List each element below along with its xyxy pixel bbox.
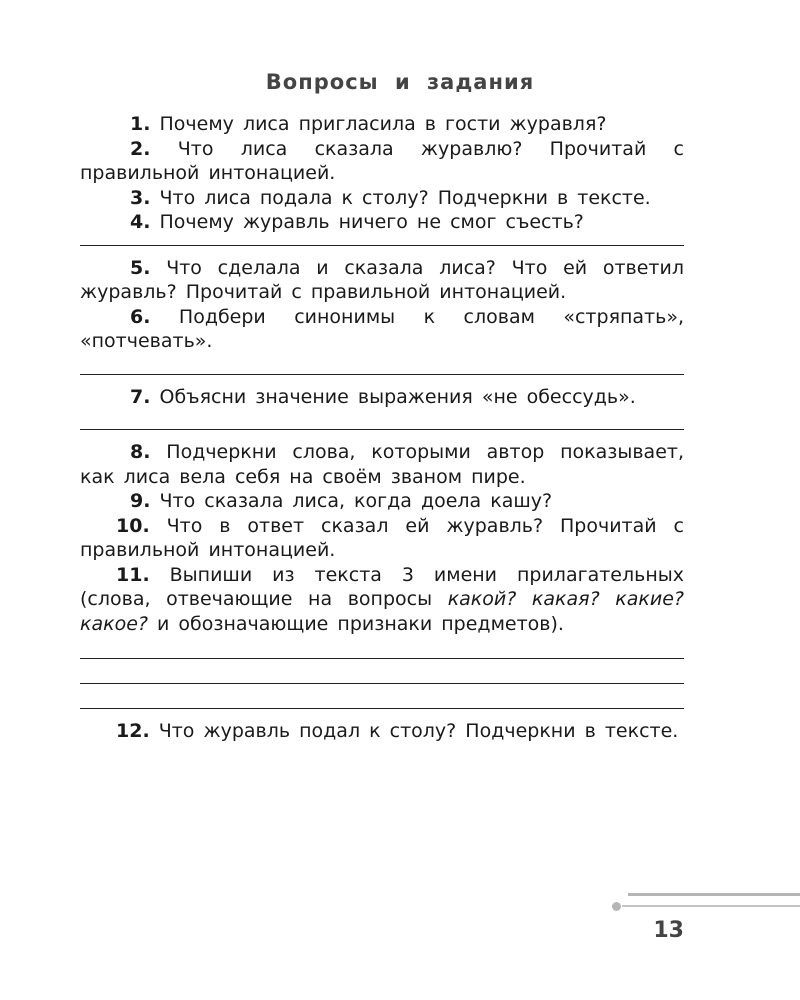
question-text: Что сказала лиса, когда доела кашу? (159, 490, 553, 512)
question-8 (80, 440, 684, 489)
question-text: Что лиса подала к столу? Подчеркни в тексте. (159, 186, 651, 209)
question-text: Выпиши из текста 3 имени прилагательных (слова, отвечающие на вопросы (80, 563, 684, 610)
answer-line (80, 708, 684, 709)
page-title: Вопросы и задания (265, 70, 535, 94)
page-number: 13 (653, 918, 684, 943)
answer-line (80, 683, 684, 684)
question-text: Что лиса сказала журавлю? Прочитай с правильной интонацией. (80, 137, 684, 184)
question-number: 1. (130, 113, 151, 135)
answer-line (80, 429, 684, 430)
footer-decor-dot (612, 902, 621, 911)
question-number: 12. (116, 720, 150, 742)
question-number: 5. (130, 256, 151, 279)
footer-decor-line (622, 905, 800, 907)
answer-line (80, 658, 684, 659)
question-2 (80, 137, 684, 186)
footer-decor-line (628, 893, 800, 896)
question-number: 3. (130, 186, 151, 209)
question-1 (80, 112, 684, 137)
question-10 (80, 514, 684, 563)
question-text-italic: какой? какая? какие? какое? (80, 588, 684, 635)
question-number: 8. (130, 441, 151, 463)
question-text: Что в ответ сказал ей журавль? Прочитай с правильной интонацией. (80, 514, 685, 561)
question-3 (80, 186, 684, 211)
question-5 (80, 256, 684, 305)
question-number: 2. (130, 137, 151, 160)
question-number: 7. (130, 385, 151, 408)
question-number: 4. (130, 211, 151, 233)
question-text: Объясни значение выражения «не обессудь». (159, 385, 636, 408)
question-text: Подчеркни слова, которыми автор показывает, как лиса вела себя на своём званом пире. (80, 441, 684, 488)
question-11 (80, 563, 684, 637)
question-6 (80, 305, 684, 354)
question-text-end: и обозначающие признаки предметов). (148, 612, 564, 635)
question-7 (80, 385, 684, 410)
question-text: Подбери синонимы к словам «стряпать», «потчевать». (80, 305, 684, 352)
question-text: Что сделала и сказала лиса? Что ей ответил журавль? Прочитай с правильной интонацией. (80, 256, 684, 303)
question-number: 11. (116, 563, 150, 586)
question-9 (80, 489, 684, 514)
question-text: Почему журавль ничего не смог съесть? (159, 211, 584, 233)
question-text: Почему лиса пригласила в гости журавля? (159, 113, 607, 135)
question-number: 6. (130, 305, 151, 328)
questions-section (80, 112, 684, 744)
answer-line (80, 374, 684, 375)
answer-line (80, 245, 684, 246)
question-text: Что журавль подал к столу? Подчеркни в тексте. (158, 720, 679, 742)
question-number: 10. (116, 514, 150, 537)
question-12 (80, 719, 684, 744)
question-4 (80, 210, 684, 235)
question-number: 9. (130, 490, 151, 512)
